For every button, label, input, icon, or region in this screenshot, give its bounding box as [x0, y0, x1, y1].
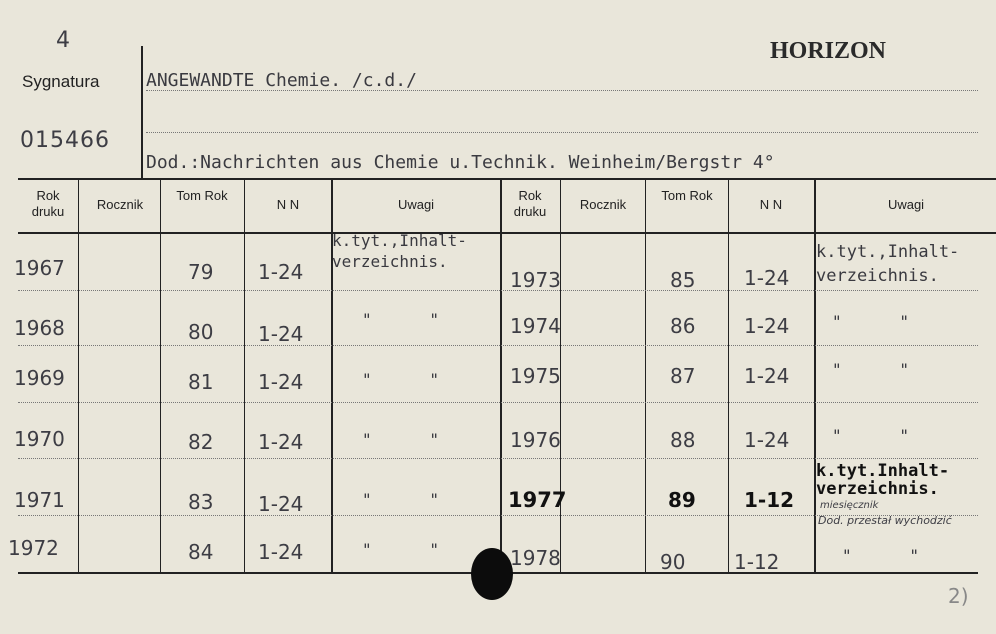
cell-tom: 84 — [188, 540, 214, 564]
header-rocznik-left: Rocznik — [96, 197, 144, 212]
cell-nn: 1-24 — [744, 266, 790, 290]
header-tom-rok-right: Tom Rok — [661, 188, 713, 203]
cell-tom: 89 — [668, 488, 696, 512]
cell-uwagi: " " — [832, 426, 910, 445]
header-nn-right: N N — [759, 197, 783, 212]
cell-rok: 1977 — [508, 488, 567, 512]
cell-tom: 82 — [188, 430, 214, 454]
cell-nn: 1-24 — [258, 322, 304, 346]
cell-nn: 1-24 — [258, 540, 304, 564]
cell-note-monthly: miesięcznik — [820, 500, 879, 511]
cell-rok: 1975 — [510, 364, 561, 388]
cell-nn: 1-24 — [744, 314, 790, 338]
corner-number: 4 — [56, 28, 70, 53]
cell-tom: 85 — [670, 268, 696, 292]
cell-note-ceased: Dod. przestał wychodzić — [818, 514, 952, 527]
cell-tom: 90 — [660, 550, 686, 574]
cell-nn: 1-24 — [258, 492, 304, 516]
cell-rok: 1976 — [510, 428, 561, 452]
cell-rok: 1972 — [8, 536, 59, 560]
cell-tom: 87 — [670, 364, 696, 388]
cell-uwagi: " " — [832, 360, 910, 379]
cell-uwagi: " " — [842, 546, 920, 565]
cell-nn: 1-24 — [744, 364, 790, 388]
cell-uwagi: " " — [362, 370, 440, 389]
header-tom-rok-left: Tom Rok — [176, 188, 228, 203]
cell-nn: 1-12 — [734, 550, 780, 574]
cell-rok: 1968 — [14, 316, 65, 340]
cell-uwagi: k.tyt.Inhalt- verzeichnis. — [816, 461, 950, 499]
punch-hole — [471, 548, 513, 600]
cell-uwagi: k.tyt.,Inhalt- verzeichnis. — [816, 242, 960, 286]
cell-uwagi: k.tyt.,Inhalt- verzeichnis. — [332, 231, 467, 271]
cell-nn: 1-12 — [744, 488, 795, 512]
header-rok-druku-left: Rok druku — [31, 188, 65, 219]
dod-line: Dod.:Nachrichten aus Chemie u.Technik. Weinheim/Bergstr 4° — [146, 152, 775, 173]
cell-rok: 1971 — [14, 488, 65, 512]
cell-rok: 1974 — [510, 314, 561, 338]
cell-uwagi: " " — [362, 310, 440, 329]
cell-uwagi: " " — [362, 430, 440, 449]
cell-nn: 1-24 — [258, 370, 304, 394]
cell-nn: 1-24 — [744, 428, 790, 452]
sygnatura-value: 015466 — [20, 128, 110, 153]
cell-uwagi: " " — [362, 540, 440, 559]
cell-tom: 81 — [188, 370, 214, 394]
sygnatura-label: Sygnatura — [22, 72, 100, 91]
cell-rok: 1978 — [510, 546, 561, 570]
cell-nn: 1-24 — [258, 430, 304, 454]
cell-tom: 79 — [188, 260, 214, 284]
cell-tom: 88 — [670, 428, 696, 452]
title-line: ANGEWANDTE Chemie. /c.d./ — [146, 70, 417, 91]
cell-rok: 1970 — [14, 427, 65, 451]
cell-rok: 1969 — [14, 366, 65, 390]
header-uwagi-left: Uwagi — [397, 197, 435, 212]
header-nn-left: N N — [276, 197, 300, 212]
brand-label: HORIZON — [770, 38, 887, 64]
cell-uwagi: " " — [362, 490, 440, 509]
cell-uwagi: " " — [832, 312, 910, 331]
header-rocznik-right: Rocznik — [579, 197, 627, 212]
header-rok-druku-right: Rok druku — [513, 188, 547, 219]
cell-tom: 80 — [188, 320, 214, 344]
cell-rok: 1973 — [510, 268, 561, 292]
header-uwagi-right: Uwagi — [887, 197, 925, 212]
cell-tom: 86 — [670, 314, 696, 338]
cell-rok: 1967 — [14, 256, 65, 280]
cell-tom: 83 — [188, 490, 214, 514]
cell-nn: 1-24 — [258, 260, 304, 284]
footer-mark: 2) — [948, 584, 969, 608]
